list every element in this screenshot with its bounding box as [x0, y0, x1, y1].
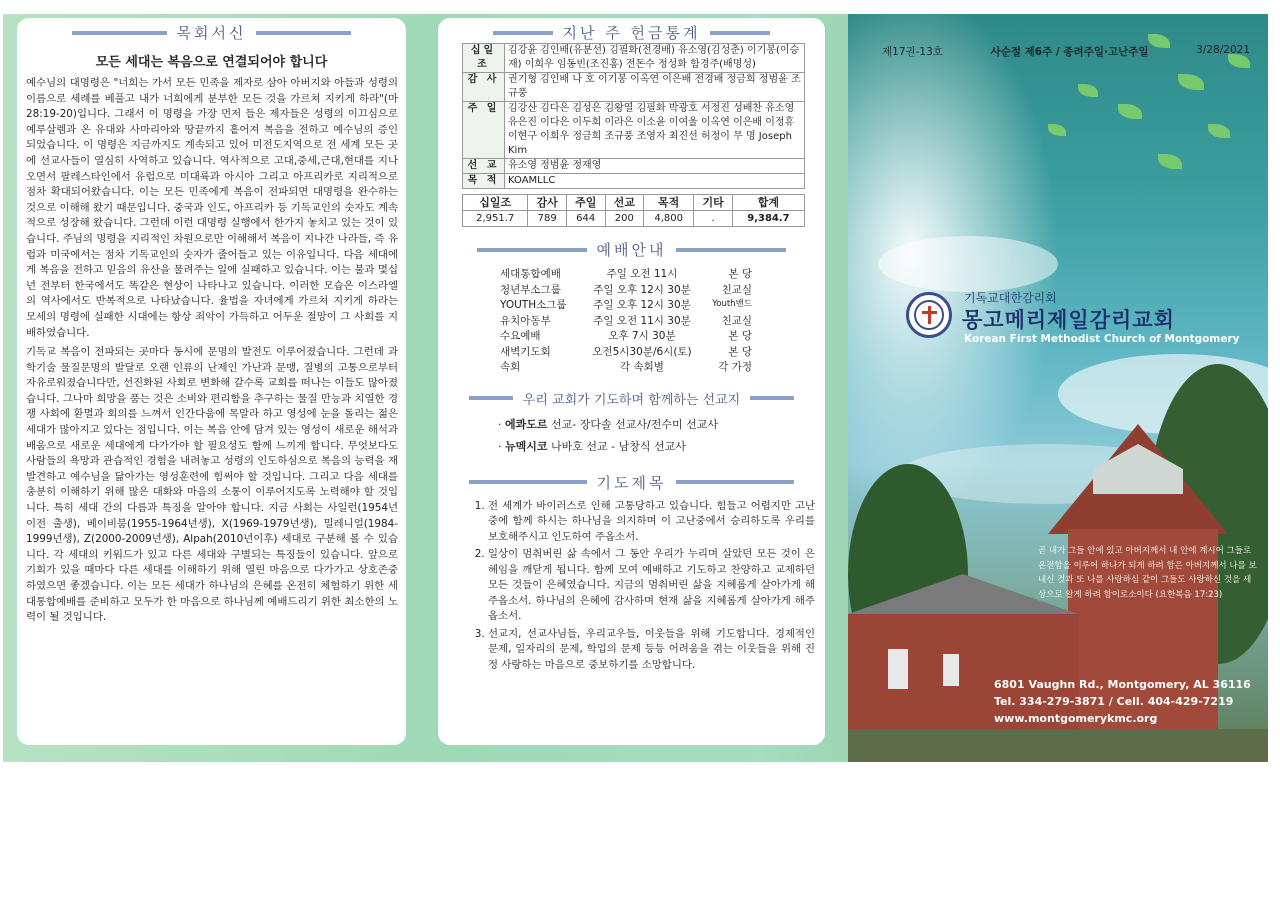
offering-names: 김강산 김다은 김성은 김왕열 김필화 박광호 서정진 성배찬 유소영 유은진 이다은 이두희 이라은 이소윤 이여울 이옥연 이은배 이정휴 이현구 이희우 정금희 조규풍 조영자 최진선 허정이 무 명 Joseph Kim: [505, 102, 805, 159]
table-row: [463, 159, 805, 174]
service-time: 오후 7시 30분: [608, 330, 676, 342]
totals-header: 기타: [694, 195, 733, 211]
service-place: 본 당: [728, 330, 752, 342]
church-name-english: Korean First Methodist Church of Montgomery: [964, 333, 1240, 345]
offering-names: KOAMLLC: [505, 174, 805, 189]
church-phone: Tel. 334-279-3871 / Cell. 404-429-7219: [994, 695, 1234, 708]
service-place: Youth밴드: [712, 299, 752, 309]
cover-panel: [848, 14, 1268, 762]
totals-value: 789: [528, 211, 567, 227]
service-row: [500, 266, 825, 282]
pastor-letter-title-text: 목회서신: [176, 24, 247, 42]
pastor-letter-panel: [17, 18, 406, 745]
mission-item: · 에콰도르 선교- 장다솔 선교사/전수미 선교사: [498, 417, 718, 431]
service-name: 새벽기도회: [500, 345, 551, 358]
totals-value: 644: [566, 211, 605, 227]
table-row: [463, 174, 805, 189]
totals-header: 합계: [732, 195, 804, 211]
totals-header: 목적: [644, 195, 694, 211]
info-panel: [438, 18, 825, 745]
service-time: 주일 오전 11시 30분: [593, 314, 691, 327]
letter-body: [17, 76, 406, 626]
pastor-letter-title: [17, 22, 406, 43]
ground: [848, 729, 1268, 762]
service-place: 각 가정: [718, 361, 752, 373]
mission-country: 뉴멕시코: [505, 439, 548, 453]
service-place: 친교실: [721, 283, 752, 296]
issue-date: 3/28/2021: [1196, 44, 1250, 56]
totals-value: 2,951.7: [463, 211, 528, 227]
offering-names: 김강윤 김인배(유분선) 김필화(전경배) 유소영(김성춘) 이기봉(이승재) 이희우 임동빈(조진홍) 전돈수 정성화 함경주(배명성): [505, 44, 805, 73]
offering-names-table: [462, 43, 805, 189]
service-name: YOUTH소그룹: [500, 299, 567, 311]
service-row: [500, 282, 825, 298]
title-rule-left: [72, 31, 167, 35]
totals-header: 선교: [605, 195, 644, 211]
issue-number: 제17권-13호: [882, 46, 943, 58]
window: [888, 649, 908, 689]
table-row: [463, 44, 805, 73]
letter-headline: 모든 세대는 복음으로 연결되어야 합니다: [95, 55, 328, 70]
table-row: [463, 73, 805, 102]
totals-header: 주일: [566, 195, 605, 211]
prayer-item: 2. 일상이 멈춰버린 삶 속에서 그 동안 우리가 누리며 살았던 모든 것이 은혜임을 깨닫게 됩니다. 함께 모여 예배하고 기도하고 찬양하고 교제하던 모든 것들이 은혜였습니다. 지금의 멈춰버린 삶을 지혜롭게 살아가게 해주옵소서. 하나님의 은혜에 감사하며 현재 삶을 지혜롭게 살아가게 해주옵소서.: [488, 547, 815, 625]
title-rule-right: [676, 480, 794, 484]
services-title: [438, 239, 825, 260]
offering-totals-table: [462, 194, 805, 227]
totals-value: .: [694, 211, 733, 227]
church-name-korean: 몽고메리제일감리교회: [962, 308, 1175, 332]
liturgical-week: 사순절 제6주 / 종려주일·고난주일: [990, 46, 1149, 58]
prayer-title-text: 기도제목: [596, 473, 667, 492]
service-name: 청년부소그룹: [500, 283, 561, 296]
church-website[interactable]: www.montgomerykmc.org: [994, 712, 1158, 725]
totals-value-row: [463, 211, 805, 227]
title-rule-left: [477, 248, 587, 252]
prayer-title: [438, 472, 825, 493]
issue-bar: [848, 44, 1268, 59]
service-row: [500, 297, 825, 313]
service-place: 본 당: [728, 268, 752, 280]
service-time: 주일 오후 12시 30분: [593, 283, 691, 296]
service-place: 친교실: [721, 314, 752, 327]
service-place: 본 당: [728, 345, 752, 358]
church-address: 6801 Vaughn Rd., Montgomery, AL 36116: [994, 678, 1251, 691]
service-name: 수요예배: [500, 330, 541, 342]
title-rule-left: [469, 480, 587, 484]
denomination: 기독교대한감리회: [964, 291, 1057, 305]
missions-title: [438, 389, 825, 408]
service-time: 주일 오전 11시: [606, 268, 678, 280]
mission-detail: 나바호 선교 - 남창식 선교사: [551, 439, 686, 453]
church-logo: [906, 292, 952, 338]
mission-item: · 뉴멕시코 나바호 선교 - 남창식 선교사: [498, 439, 686, 453]
service-row: [500, 328, 825, 344]
title-rule-right: [710, 31, 770, 35]
offering-category: 감 사: [463, 73, 505, 102]
service-time: 오전5시30분/6시(토): [592, 345, 692, 358]
offering-category: 목 적: [463, 174, 505, 189]
mission-country: 에콰도르: [505, 417, 548, 431]
service-name: 세대통합예배: [500, 268, 561, 280]
mission-detail: 선교- 장다솔 선교사/전수미 선교사: [551, 417, 718, 431]
service-row: [500, 344, 825, 360]
offering-title-text: 지난 주 헌금통계: [562, 24, 701, 42]
title-rule-right: [256, 31, 351, 35]
offering-names: 권기형 김인배 나 호 이기봉 이옥연 이은배 전경배 정금희 정범윤 조규풍: [505, 73, 805, 102]
title-rule-right: [750, 396, 794, 400]
missions-list: [498, 414, 825, 458]
offering-category: 십일조: [463, 44, 505, 73]
cross-icon: [914, 300, 944, 330]
offering-names: 유소영 정범윤 정재영: [505, 159, 805, 174]
offering-title: [438, 22, 825, 43]
totals-value: 4,800: [644, 211, 694, 227]
service-time: 주일 오후 12시 30분: [593, 299, 691, 311]
title-rule-left: [493, 31, 553, 35]
title-rule-right: [676, 248, 786, 252]
scripture-verse: 곧 내가 그들 안에 있고 아버지께서 내 안에 계시어 그들로 온전함을 이루어 하나가 되게 하려 함은 아버지께서 나를 보내신 것과 또 나를 사랑하심 같이 그들도 사랑하신 것을 세상으로 알게 하려 함이로소이다 (요한복음 17:23): [1038, 546, 1257, 600]
service-row: [500, 359, 825, 375]
totals-header-row: [463, 195, 805, 211]
letter-paragraph: 예수님의 대명령은 "너희는 가서 모든 민족을 제자로 삼아 아버지와 아들과 성령의 이름으로 세례를 베풀고 내가 너희에게 분부한 모든 것을 가르쳐 지키게 하라"(마 28:19-20)입니다. 그래서 이 명령을 가장 먼저 들은 제자들은 성령의 이끄심으로 예루살렘과 온 유대와 사마리아와 땅끝까지 흩어져 복음을 전하고 예수님의 증인 되었습니다. 이 명령은 지금까지도 계속되고 있어 미전도지역으로 전 세계 모든 곳에 선교사들이 열심히 사역하고 있습니다. 역사적으로 고대,중세,근대,현대를 지나오면서 팔레스타인에서 유럽으로 미대륙과 아시아 그리고 아프리카로 지리적으로 점차 확대되어왔습니다. 이는 모든 민족에게 복음이 전파되면 대명령을 완수하는 것으로 이해해 왔기 때문입니다. 중국과 인도, 아프리카 등 기독교인의 숫자도 계속적으로 성장해 왔습니다. 그런데 이런 대명령 실행에서 한가지 놓치고 있는 것이 있습니다. 주님의 명령을 지리적인 차원으로만 이해해서 복음이 지나간 나라들, 즉 유럽과 미국에서는 점차 기독교인의 숫자가 줄어들고 있는 이유입니다. 다음 세대에게 복음을 전하고 믿음의 유산을 물려주는 일에 실패하고 있습니다. 이는 불과 몇십년 전부터 한국에서도 똑같은 현상이 나타나고 있습니다. 이러한 모습은 이스라엘의 역사에서도 반복적으로 나타났습니다. 율법을 자녀에게 가르쳐 지키게 하라는 모세의 명령에 실패한 시대에는 항상 죄악이 가득하고 어두운 절망이 그 사회를 지배하였습니다.: [26, 77, 398, 339]
totals-value: 9,384.7: [732, 211, 804, 227]
service-time: 각 속회별: [620, 361, 664, 373]
totals-header: 십일조: [463, 195, 528, 211]
prayer-item: 1. 전 세계가 바이러스로 인해 고통당하고 있습니다. 힘들고 어렵지만 고난 중에 함께 하시는 하나님을 의지하며 이 고난중에서 승리하도록 우리를 보호해주시고 인도하여 주옵소서.: [488, 499, 815, 546]
offering-category: 선 교: [463, 159, 505, 174]
cloud: [878, 236, 1058, 292]
totals-value: 200: [605, 211, 644, 227]
services-title-text: 예배안내: [596, 241, 667, 259]
window: [943, 654, 959, 686]
offering-category: 주 일: [463, 102, 505, 159]
prayer-list: [438, 499, 825, 674]
service-name: 속회: [500, 361, 521, 373]
table-row: [463, 102, 805, 159]
missions-title-text: 우리 교회가 기도하며 함께하는 선교지: [522, 392, 741, 408]
title-rule-left: [469, 396, 513, 400]
letter-paragraph: 기독교 복음이 전파되는 곳마다 동시에 문명의 발전도 이루어졌습니다. 그런데 과학기술 물질문명의 발달로 오랜 인류의 난제인 가난과 문맹, 질병의 고통으로부터 자유로워졌습니다만, 선진화된 사회로 변화해 갈수록 교회를 떠나는 이들도 많아졌습니다. 그나마 희망을 품는 것은 소비와 편리함을 추구하는 물질 만능과 치열한 경쟁 사회에 환멸과 회의를 느껴서 인간다움에 목말라 하고 영성에 눈을 돌리는 젊은 세대가 많아지고 있다는 점입니다. 이는 복음 안에 담겨 있는 영성이 새로운 해석과 배움으로 새로운 세대에게 다가가야 할 필요성도 함께 느끼게 합니다. 무엇보다도 사람들의 욕망과 관습적인 경험을 내려놓고 성령의 인도하심으로 복음의 능력을 재발견하고 예수님을 닮아가는 영성훈련에 힘써야 할 것입니다. 그리고 다음 세대를 충분히 이해하기 위해 많은 대화와 마음의 소통이 이루어지도록 노력해야 할 것입니다. 특히 세대 간의 다름과 특징을 알아야 합니다. 지금 사회는 사일런(1954년 이전 출생), 베이비붐(1955-1964년생), X(1969-1979년생), 밀레니얼(1984-1999년생), Z(2000-2009년생), Alpah(2010년이후) 세대로 구분해 볼 수 있습니다. 각 세대의 키워드가 있고 다른 세대와 구별되는 특징들이 있습니다. 앞으로 기회가 있을 때마다 다른 세대를 이해하기 위해 열린 마음으로 다가가고 상호존중하였으면 좋겠습니다. 이는 모든 세대가 하나님의 은혜를 온전히 체험하기 위한 세대통합예배를 준비하고 모두가 한 마음으로 하나님께 예배드리기 위한 최소한의 노력이 될 것입니다.: [26, 346, 398, 624]
totals-header: 감사: [528, 195, 567, 211]
services-list: [500, 266, 825, 375]
service-row: [500, 313, 825, 329]
contact-block: [994, 676, 1251, 727]
prayer-item: 3. 선교지, 선교사님들, 우리교우들, 이웃들을 위해 기도합니다. 경제적인 문제, 일자리의 문제, 학업의 문제 등등 어려움을 겪는 이웃들을 위해 진정 사랑하는 마음으로 중보하기를 소망합니다.: [488, 627, 815, 674]
service-name: 유치아동부: [500, 314, 551, 327]
